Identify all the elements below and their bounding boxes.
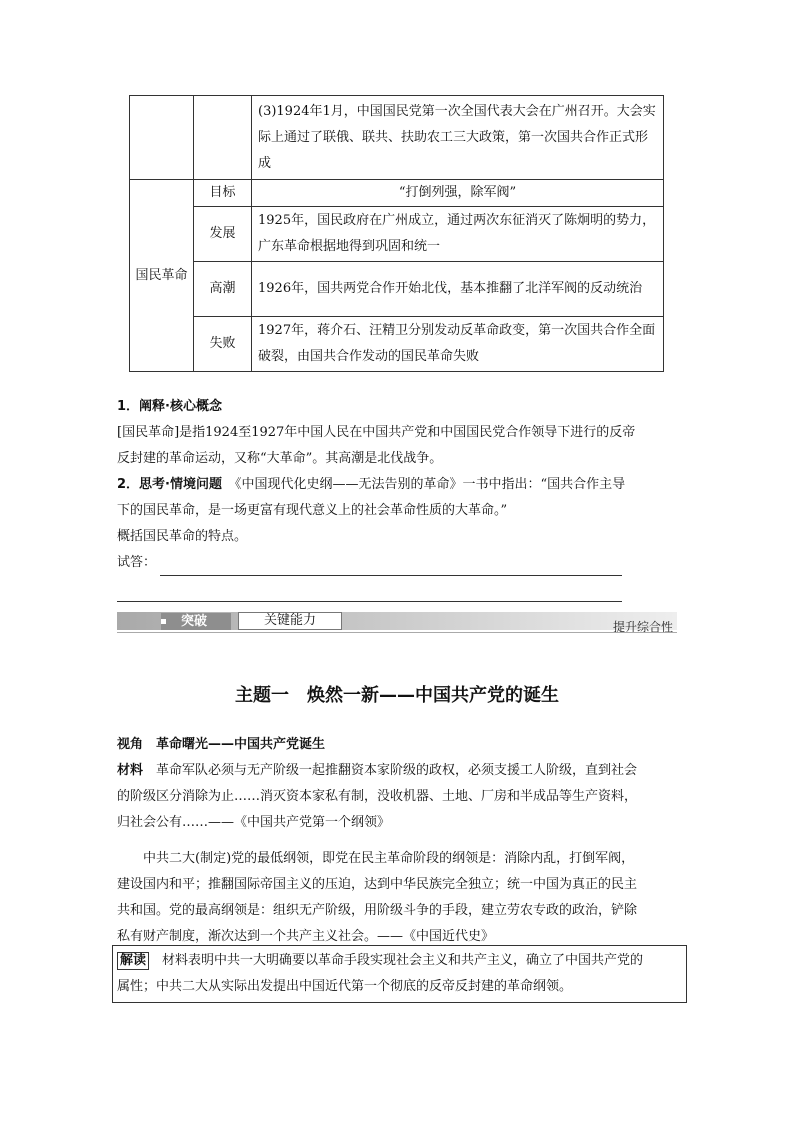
paragraph-line: [国民革命]是指1924至1927年中国人民在中国共产党和中国国民党合作领导下进行的反帝 <box>117 425 636 440</box>
section-title: 1．阐释·核心概念 <box>117 399 222 414</box>
paragraph-line: 下的国民革命，是一场更富有现代意义上的社会革命性质的大革命。” <box>117 503 508 518</box>
paragraph-text: 《中国现代化史纲——无法告别的革命》一书中指出：“国共合作主导 <box>235 477 626 492</box>
view-line <box>117 732 692 758</box>
paragraph-line: 属性；中共二大从实际出发提出中国近代第一个彻底的反帝反封建的革命纲领。 <box>117 979 573 994</box>
material-section <box>117 732 692 950</box>
table-row <box>130 317 664 372</box>
row-text: 1926年，国共两党合作开始北伐，基本推翻了北洋军阀的反动统治 <box>252 262 664 317</box>
paragraph-line: 共和国。党的最高纲领是：组织无产阶级，用阶级斗争的手段，建立劳农专政的政治，铲除 <box>117 903 638 918</box>
paragraph-line <box>117 758 692 784</box>
paragraph-line: 反封建的革命运动，又称“大革命”。其高潮是北伐战争。 <box>117 451 443 466</box>
view-label: 视角 <box>117 737 144 752</box>
section-think-question <box>117 472 687 576</box>
paragraph-line: 概括国民革命的特点。 <box>117 529 248 544</box>
row-text: “打倒列强，除军阀” <box>252 180 664 207</box>
table-cell-text: (3)1924年1月，中国国民党第一次全国代表大会在广州召开。大会实际上通过了联俄、联共、扶助农工三大政策，第一次国共合作正式形成 <box>252 96 664 180</box>
paragraph-line: 归社会公有……——《中国共产党第一个纲领》 <box>117 815 391 830</box>
paragraph-line: 中共二大(制定)党的最低纲领，即党在民主革命阶段的纲领是：消除内乱，打倒军阀， <box>143 851 635 866</box>
banner-tag-breakthrough: 突破 <box>161 613 231 630</box>
paragraph-line <box>117 472 687 498</box>
view-title: 革命曙光——中国共产党诞生 <box>156 737 326 752</box>
row-text: 1927年，蒋介石、汪精卫分别发动反革命政变，第一次国共合作全面破裂，由国共合作发动的国民革命失败 <box>252 317 664 372</box>
paragraph-line <box>113 946 686 974</box>
row-label: 发展 <box>194 207 252 262</box>
group-label: 国民革命 <box>130 180 194 372</box>
paragraph-line: 的阶级区分消除为止……消灭资本家私有制，没收机器、土地、厂房和半成品等生产资料， <box>117 789 638 804</box>
table-row <box>130 262 664 317</box>
square-icon <box>161 619 166 624</box>
row-label: 失败 <box>194 317 252 372</box>
section-title: 2．思考·情境问题 <box>117 477 222 492</box>
page-title: 主题一 焕然一新——中国共产党的诞生 <box>235 685 559 706</box>
divider <box>117 632 677 633</box>
answer-line[interactable] <box>160 575 622 576</box>
table-row <box>130 180 664 207</box>
row-text: 1925年，国民政府在广州成立，通过两次东征消灭了陈炯明的势力，广东革命根据地得到巩固和统一 <box>252 207 664 262</box>
row-label: 高潮 <box>194 262 252 317</box>
table-cell-empty <box>130 96 194 180</box>
answer-line[interactable] <box>117 601 622 602</box>
banner-right-label: 提升综合性 <box>612 620 673 634</box>
table-row <box>130 207 664 262</box>
material-label: 材料 <box>117 763 144 778</box>
paragraph-line: 建设国内和平；推翻国际帝国主义的压迫，达到中华民族完全独立；统一中国为真正的民主 <box>117 877 638 892</box>
section-banner <box>117 612 677 634</box>
table-cell-empty <box>194 96 252 180</box>
banner-tag-key-ability: 关键能力 <box>238 612 342 630</box>
paragraph-line: 私有财产制度，渐次达到一个共产主义社会。——《中国近代史》 <box>117 929 495 944</box>
paragraph-text: 材料表明中共一大明确要以革命手段实现社会主义和共产主义，确立了中国共产党的 <box>162 953 644 968</box>
row-label: 目标 <box>194 180 252 207</box>
interpretation-label: 解读 <box>117 952 149 970</box>
paragraph-text: 革命军队必须与无产阶级一起推翻资本家阶级的政权，必须支援工人阶级，直到社会 <box>156 763 638 778</box>
table-row <box>130 96 664 180</box>
answer-label: 试答： <box>117 555 157 570</box>
interpretation-box <box>112 945 687 1003</box>
section-core-concept <box>117 394 687 472</box>
history-table <box>129 95 664 372</box>
